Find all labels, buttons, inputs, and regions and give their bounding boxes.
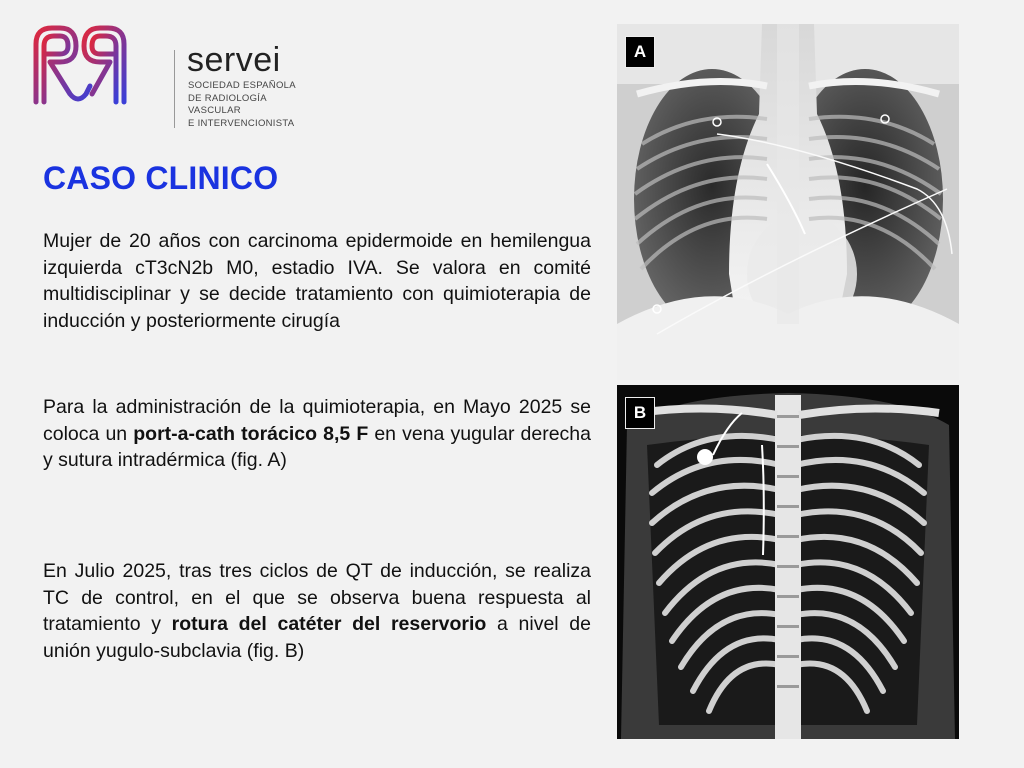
figure-b-label: B [625,397,655,429]
paragraph-text: Para la administración de la quimioterapia, en Mayo 2025 se coloca un [43,396,591,445]
figure-b-ct [617,385,959,739]
logo-subtitle-line: E INTERVENCIONISTA [188,117,295,129]
paragraph-text: en vena yugular derecha y sutura intradérmica (fig. A) [43,422,591,471]
case-paragraph-1: Mujer de 20 años con carcinoma epidermoide en hemilengua izquierda cT3cN2b M0, estadio IVA. Se valora en comité multidisciplinar y se decide tratamiento con quimioterapia de inducción y posteriormente cirugía [43,230,591,332]
logo-subtitle-line: VASCULAR [188,105,241,116]
paragraph-text: En Julio 2025, tras tres ciclos de QT de inducción, se realiza TC de control, en el que se observa buena respuesta al tratamiento y [43,560,591,635]
logo-subtitle [188,80,296,130]
paragraph-bold-text: rotura del catéter del reservorio [171,613,487,635]
page-title: CASO CLINICO [43,160,279,196]
chest-xray-image [617,24,959,380]
logo-subtitle-line: DE RADIOLOGÍA [188,92,267,104]
paragraph-bold-text: port-a-cath torácico 8,5 F [133,422,369,445]
case-paragraph-3 [43,558,591,664]
servei-logo [30,22,296,129]
servei-logo-mark-icon [30,22,130,108]
ct-mip-thorax-image [617,385,959,739]
paragraph-text: a nivel de unión yugulo-subclavia (fig. B) [43,613,591,662]
figure-a-label: A [625,36,655,68]
logo-divider [174,50,175,128]
figure-a-chest-xray [617,24,959,380]
logo-subtitle-line: SOCIEDAD ESPAÑOLA [188,80,296,91]
logo-name: servei [187,41,281,79]
case-paragraph-2 [43,394,591,474]
